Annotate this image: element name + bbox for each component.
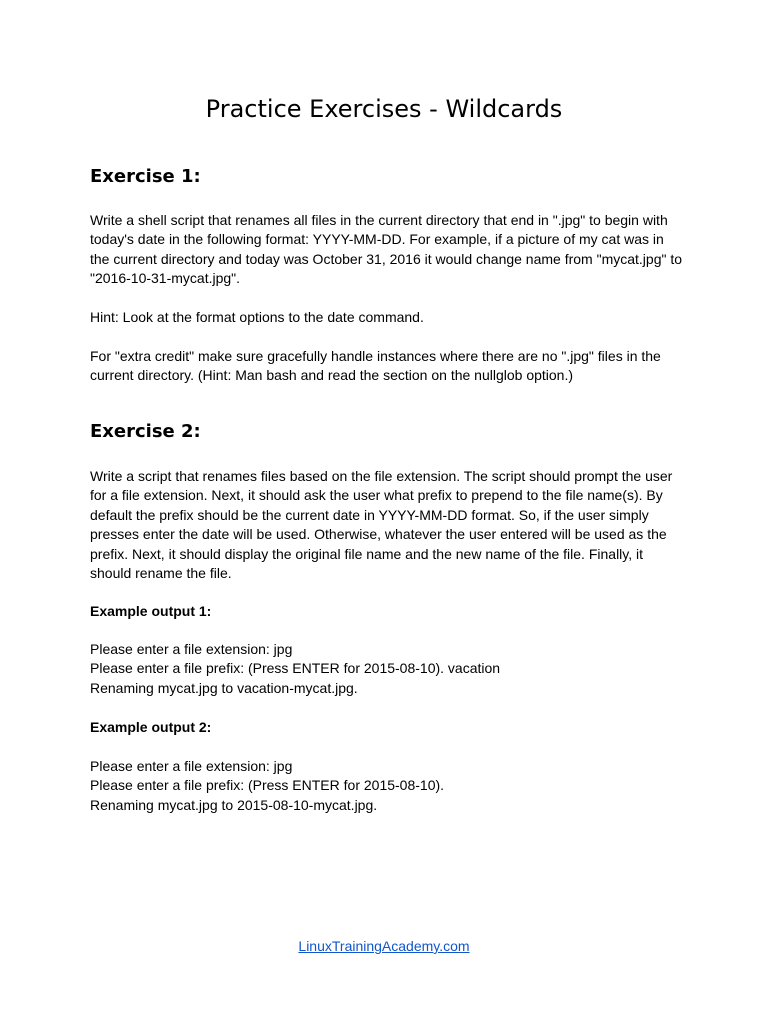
exercise-2-description-line: default the prefix should be the current date in YYYY-MM-DD format. So, if the user simply: [90, 506, 649, 523]
exercise-1-description-line: "2016-10-31-mycat.jpg".: [90, 270, 241, 287]
example-output-1: [90, 640, 690, 698]
exercise-1-extra-credit-line: current directory. (Hint: Man bash and read the section on the nullglob option.): [90, 367, 574, 384]
example-output-2-line: Please enter a file prefix: (Press ENTER for 2015-08-10).: [90, 777, 445, 794]
page-title: Practice Exercises - Wildcards: [205, 95, 563, 123]
exercise-2-heading: Exercise 2:: [90, 421, 201, 442]
exercise-1-description-line: Write a shell script that renames all files in the current directory that end in ".jpg" to begin with: [90, 212, 668, 228]
exercise-1-description-line: today's date in the following format: YYYY-MM-DD. For example, if a picture of my cat was in: [90, 231, 664, 248]
example-output-2-label: Example output 2:: [90, 719, 212, 735]
exercise-2-description-line: presses enter the date will be used. Otherwise, whatever the user entered will be used as the: [90, 526, 667, 543]
example-output-1-label: Example output 1:: [90, 603, 212, 619]
example-output-1-line: Please enter a file prefix: (Press ENTER for 2015-08-10). vacation: [90, 660, 501, 677]
exercise-1-extra-credit: [90, 347, 690, 386]
example-output-1-line: Renaming mycat.jpg to vacation-mycat.jpg.: [90, 679, 358, 696]
exercise-2-description: [90, 467, 690, 583]
footer: [0, 937, 768, 956]
example-output-1-label-block: [90, 602, 690, 621]
exercise-2-description-line: prefix. Next, it should display the original file name and the new name of the file. Finally, it: [90, 545, 644, 562]
exercise-1-description-line: the current directory and today was October 31, 2016 it would change name from "mycat.jpg" to: [90, 250, 683, 267]
example-output-1-line: Please enter a file extension: jpg: [90, 641, 293, 657]
exercise-2-description-line: should rename the file.: [90, 565, 232, 582]
exercise-2-description-line: for a file extension. Next, it should ask the user what prefix to prepend to the file name(s). By: [90, 487, 663, 504]
example-output-2-line: Renaming mycat.jpg to 2015-08-10-mycat.jpg.: [90, 796, 378, 813]
exercise-1-hint-line: Hint: Look at the format options to the date command.: [90, 309, 424, 325]
example-output-2: [90, 757, 690, 815]
exercise-1-heading: Exercise 1:: [90, 166, 201, 187]
exercise-1-extra-credit-line: For "extra credit" make sure gracefully handle instances where there are no ".jpg" files in the: [90, 348, 661, 364]
exercise-1-hint: [90, 308, 690, 327]
example-output-2-label-block: [90, 718, 690, 737]
footer-website-link[interactable]: LinuxTrainingAcademy.com: [298, 938, 470, 954]
exercise-1-description: [90, 211, 690, 289]
example-output-2-line: Please enter a file extension: jpg: [90, 758, 293, 774]
exercise-2-description-line: Write a script that renames files based on the file extension. The script should prompt the user: [90, 468, 673, 484]
